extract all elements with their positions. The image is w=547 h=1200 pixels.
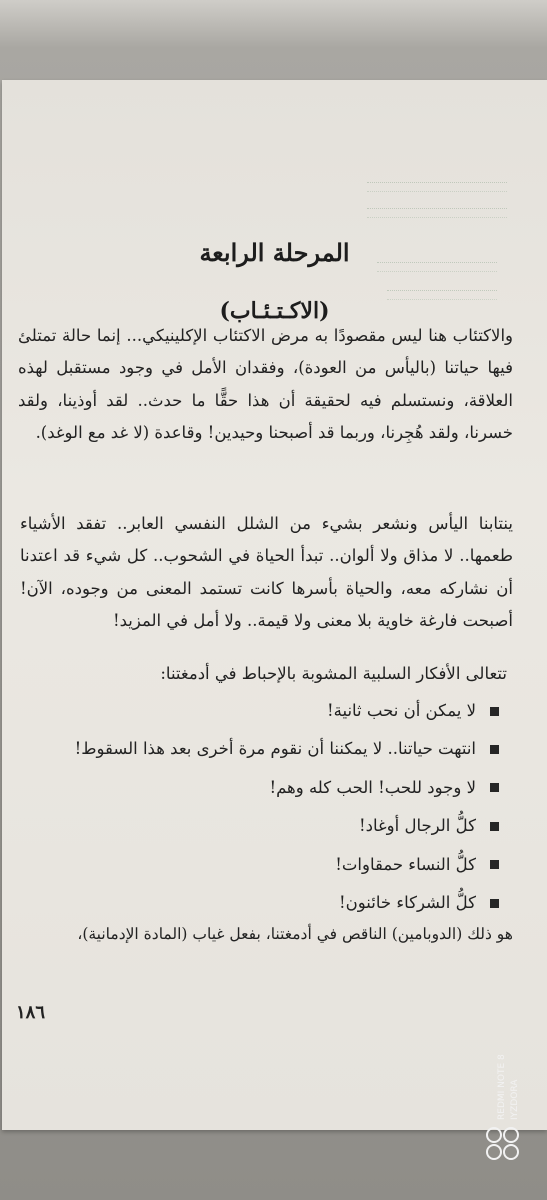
list-item bbox=[32, 807, 499, 845]
bullet-list bbox=[32, 692, 499, 922]
paragraph: تتعالى الأفكار السلبية المشوبة بالإحباط في أدمغتنا: bbox=[160, 664, 507, 683]
paragraph: هو ذلك (الدوبامين) الناقص في أدمغتنا، بفعل غياب (المادة الإدمانية)، bbox=[77, 925, 513, 943]
watermark-circle-icon bbox=[487, 1128, 501, 1142]
watermark-line-2: IYZDORA bbox=[510, 1079, 520, 1120]
square-bullet-icon bbox=[490, 783, 499, 792]
list-item-text: كلُّ النساء حمقاوات! bbox=[335, 854, 476, 874]
list-item-text: انتهت حياتنا.. لا يمكننا أن نقوم مرة أخرى بعد هذا السقوط! bbox=[74, 739, 476, 759]
chapter-heading: المرحلة الرابعة bbox=[199, 238, 350, 267]
list-item-text: لا يمكن أن نحب ثانية! bbox=[326, 701, 476, 720]
book-page bbox=[2, 80, 547, 1130]
list-item bbox=[32, 846, 499, 884]
list-item bbox=[32, 884, 499, 922]
list-item-text: لا وجود للحب! الحب كله وهم! bbox=[269, 777, 476, 797]
camera-watermark bbox=[484, 1040, 538, 1190]
watermark-circle-icon bbox=[504, 1128, 518, 1142]
square-bullet-icon bbox=[490, 745, 499, 754]
chapter-subheading: (الاكـتـئـاب) bbox=[219, 298, 330, 324]
square-bullet-icon bbox=[490, 707, 499, 716]
watermark-circle-icon bbox=[504, 1145, 518, 1159]
list-item bbox=[32, 769, 499, 807]
show-through-lines bbox=[367, 208, 507, 218]
watermark-circle-icon bbox=[487, 1145, 501, 1159]
square-bullet-icon bbox=[490, 899, 499, 908]
show-through-lines bbox=[367, 182, 507, 192]
list-item bbox=[32, 730, 499, 768]
square-bullet-icon bbox=[490, 860, 499, 869]
page-number: ١٨٦ bbox=[16, 1002, 46, 1023]
list-item-text: كلُّ الرجال أوغاد! bbox=[359, 816, 476, 836]
square-bullet-icon bbox=[490, 822, 499, 831]
list-item bbox=[32, 692, 499, 730]
paragraph: والاكتئاب هنا ليس مقصودًا به مرض الاكتئاب الإكلينيكي... إنما حالة تمتلئ فيها حياتنا (باليأس من العودة)، وفقدان الأمل في وجود مستقبل لهذه العلاقة، ونستسلم فيه لحقيقة أن هذا حقًّا ما حدث.. لقد أوذينا، ولقد خسرنا، ولقد هُجِرنا، وربما قد أصبحنا وحيدين! وقاعدة (لا غد مع الوغد). bbox=[18, 326, 513, 443]
paragraph: ينتابنا اليأس ونشعر بشيء من الشلل النفسي العابر.. تفقد الأشياء طعمها.. لا مذاق ولا ألوان.. تبدأ الحياة في الشحوب.. كل شيء قد اعتدنا أن نشاركه معه، والحياة بأسرها كانت تستمد المعنى من وجوده، الآن! أصبحت فارغة خاوية بلا معنى ولا قيمة.. ولا أمل في المزيد! bbox=[20, 514, 513, 631]
watermark-line-1: REDMI NOTE 8 bbox=[497, 1054, 507, 1120]
list-item-text: كلُّ الشركاء خائنون! bbox=[339, 892, 476, 912]
